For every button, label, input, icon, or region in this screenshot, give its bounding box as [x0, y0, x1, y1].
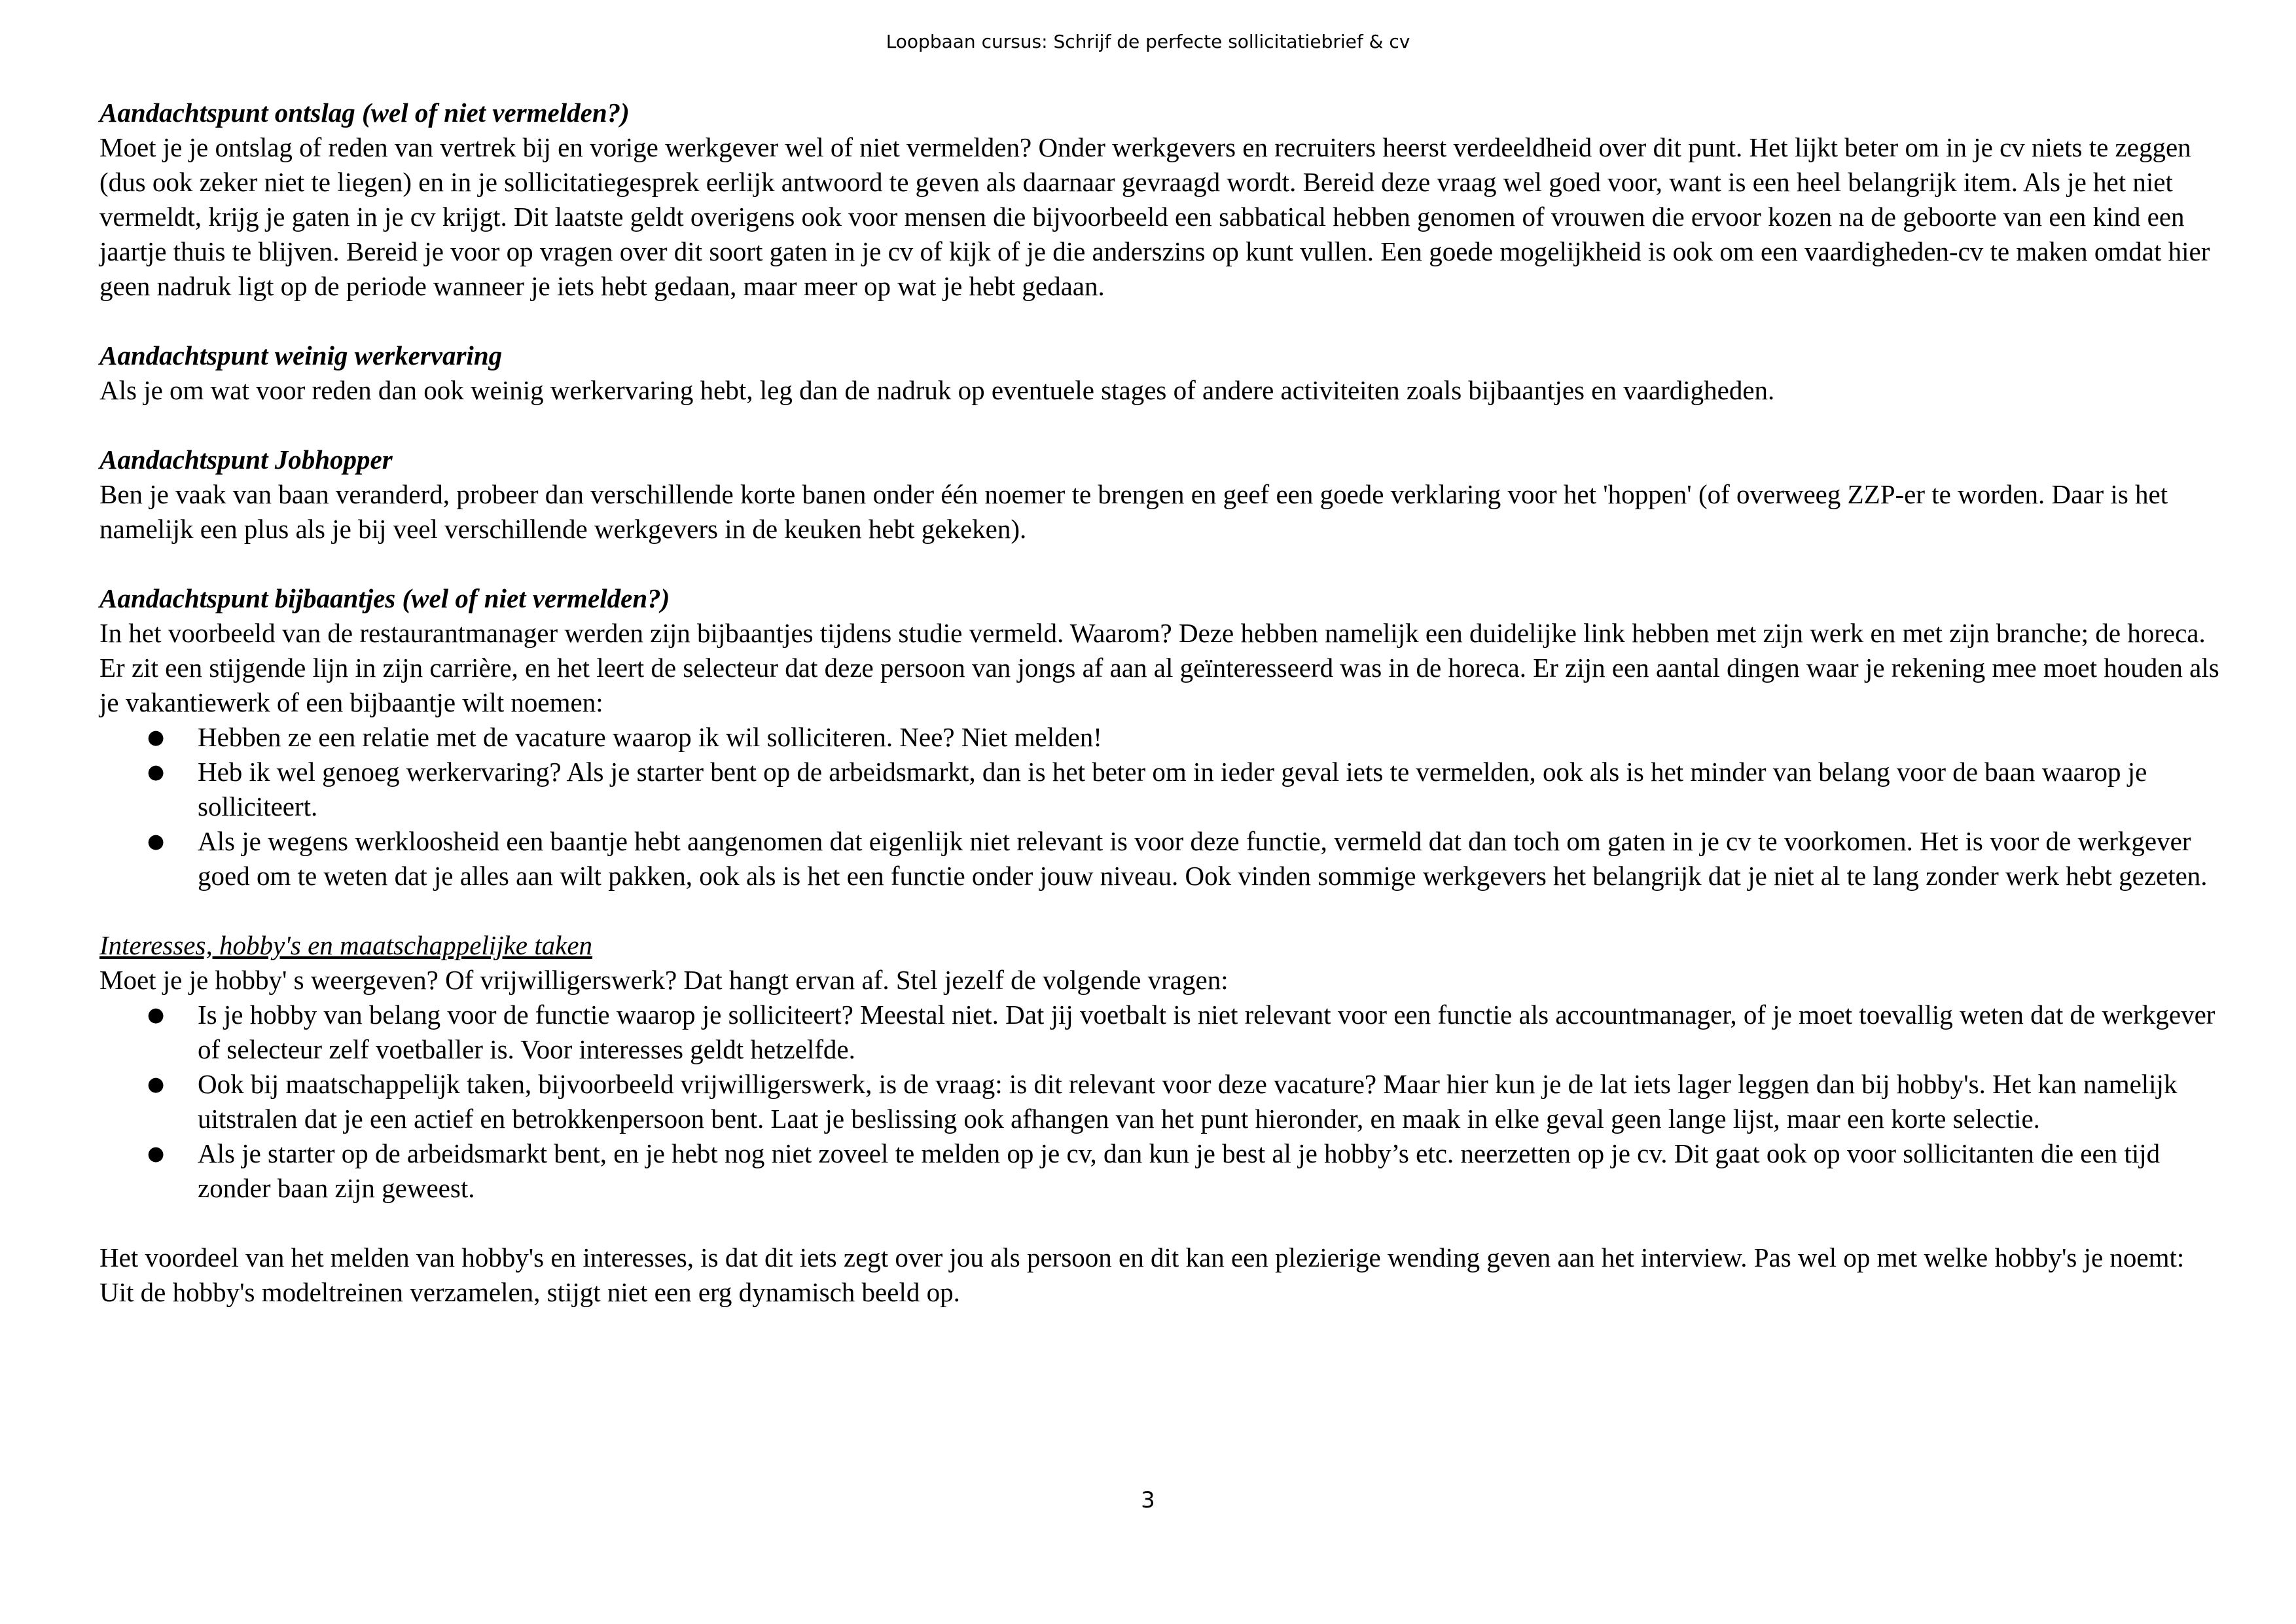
bullet-icon: ● [147, 1142, 165, 1165]
page-number: 3 [1141, 1487, 1155, 1513]
list-item [99, 824, 2220, 893]
section-paragraph: In het voorbeeld van de restaurantmanager werden zijn bijbaantjes tijdens studie vermeld. Waarom? Deze hebben namelijk een duidelijke link hebben met zijn werk en met zijn branche; de horeca. Er zit een stijgende lijn in zijn carrière, en het leert de selecteur dat deze persoon van jongs af aan al geïnteresseerd was in de horeca. Er zijn een aantal dingen waar je rekening mee moet houden als je vakantiewerk of een bijbaantje wilt noemen: [99, 618, 2219, 717]
list-item [99, 1136, 2220, 1206]
section-heading: Interesses, hobby's en maatschappelijke taken [99, 930, 593, 960]
section-heading: Aandachtspunt bijbaantjes (wel of niet vermelden?) [99, 583, 670, 613]
bullet-icon: ● [147, 726, 165, 749]
bullet-icon: ● [147, 830, 165, 853]
page-header: Loopbaan cursus: Schrijf de perfecte sollicitatiebrief & cv [886, 31, 1410, 52]
bullet-icon: ● [147, 1073, 165, 1096]
section-paragraph: Het voordeel van het melden van hobby's en interesses, is dat dit iets zegt over jou als persoon en dit kan een plezierige wending geven aan het interview. Pas wel op met welke hobby's je noemt: Uit de hobby's modeltreinen verzamelen, stijgt niet een erg dynamisch beeld op. [99, 1242, 2185, 1307]
document-body [99, 96, 2220, 1344]
section-jobhopper [99, 442, 2220, 547]
section-paragraph: Als je om wat voor reden dan ook weinig werkervaring hebt, leg dan de nadruk op eventuele stages of andere activiteiten zoals bijbaantjes en vaardigheden. [99, 375, 1775, 405]
list-item-text: Als je starter op de arbeidsmarkt bent, en je hebt nog niet zoveel te melden op je cv, dan kun je best al je hobby’s etc. neerzetten op je cv. Dit gaat ook op voor sollicitanten die een tijd zonder baan zijn geweest. [198, 1138, 2161, 1203]
section-ontslag [99, 96, 2220, 304]
list-item [99, 755, 2220, 824]
section-paragraph: Ben je vaak van baan veranderd, probeer dan verschillende korte banen onder één noemer te brengen en geef een goede verklaring voor het 'hoppen' (of overweeg ZZP-er te worden. Daar is het namelijk een plus als je bij veel verschillende werkgevers in de keuken hebt gekeken). [99, 479, 2168, 544]
section-interesses [99, 928, 2220, 1206]
section-weinig-werkervaring [99, 338, 2220, 408]
section-paragraph: Moet je je hobby' s weergeven? Of vrijwilligerswerk? Dat hangt ervan af. Stel jezelf de volgende vragen: [99, 965, 1229, 995]
bullet-icon: ● [147, 761, 165, 784]
section-heading: Aandachtspunt ontslag (wel of niet vermelden?) [99, 98, 630, 128]
bullet-list [99, 720, 2220, 893]
bullet-list [99, 998, 2220, 1206]
list-item [99, 720, 2220, 755]
list-item-text: Heb ik wel genoeg werkervaring? Als je starter bent op de arbeidsmarkt, dan is het beter om in ieder geval iets te vermelden, ook als is het minder van belang voor de baan waarop je solliciteert. [198, 757, 2147, 821]
list-item-text: Hebben ze een relatie met de vacature waarop ik wil solliciteren. Nee? Niet melden! [198, 722, 1102, 752]
list-item-text: Ook bij maatschappelijk taken, bijvoorbeeld vrijwilligerswerk, is de vraag: is dit relevant voor deze vacature? Maar hier kun je de lat iets lager leggen dan bij hobby's. Het kan namelijk uitstralen dat je een actief en betrokkenpersoon bent. Laat je beslissing ook afhangen van het punt hieronder, en maak in elke geval geen lange lijst, maar een korte selectie. [198, 1069, 2178, 1134]
list-item-text: Als je wegens werkloosheid een baantje hebt aangenomen dat eigenlijk niet relevant is voor deze functie, vermeld dat dan toch om gaten in je cv te voorkomen. Het is voor de werkgever goed om te weten dat je alles aan wilt pakken, ook als is het een functie onder jouw niveau. Ook vinden sommige werkgevers het belangrijk dat je niet al te lang zonder werk hebt gezeten. [198, 826, 2208, 891]
section-bijbaantjes [99, 581, 2220, 893]
section-voordeel [99, 1240, 2220, 1310]
section-paragraph: Moet je je ontslag of reden van vertrek bij en vorige werkgever wel of niet vermelden? Onder werkgevers en recruiters heerst verdeeldheid over dit punt. Het lijkt beter om in je cv niets te zeggen (dus ook zeker niet te liegen) en in je sollicitatiegesprek eerlijk antwoord te geven als daarnaar gevraagd wordt. Bereid deze vraag wel goed voor, want is een heel belangrijk item. Als je het niet vermeldt, krijg je gaten in je cv krijgt. Dit laatste geldt overigens ook voor mensen die bijvoorbeeld een sabbatical hebben genomen of vrouwen die ervoor kozen na de geboorte van een kind een jaartje thuis te blijven. Bereid je voor op vragen over dit soort gaten in je cv of kijk of je die anderszins op kunt vullen. Een goede mogelijkheid is ook om een vaardigheden-cv te maken omdat hier geen nadruk ligt op de periode wanneer je iets hebt gedaan, maar meer op wat je hebt gedaan. [99, 132, 2210, 301]
section-heading: Aandachtspunt Jobhopper [99, 444, 393, 475]
list-item-text: Is je hobby van belang voor de functie waarop je solliciteert? Meestal niet. Dat jij voetbalt is niet relevant voor een functie als accountmanager, of je moet toevallig weten dat de werkgever of selecteur zelf voetballer is. Voor interesses geldt hetzelfde. [198, 1000, 2215, 1064]
list-item [99, 998, 2220, 1067]
section-heading: Aandachtspunt weinig werkervaring [99, 340, 503, 370]
list-item [99, 1067, 2220, 1136]
bullet-icon: ● [147, 1003, 165, 1026]
